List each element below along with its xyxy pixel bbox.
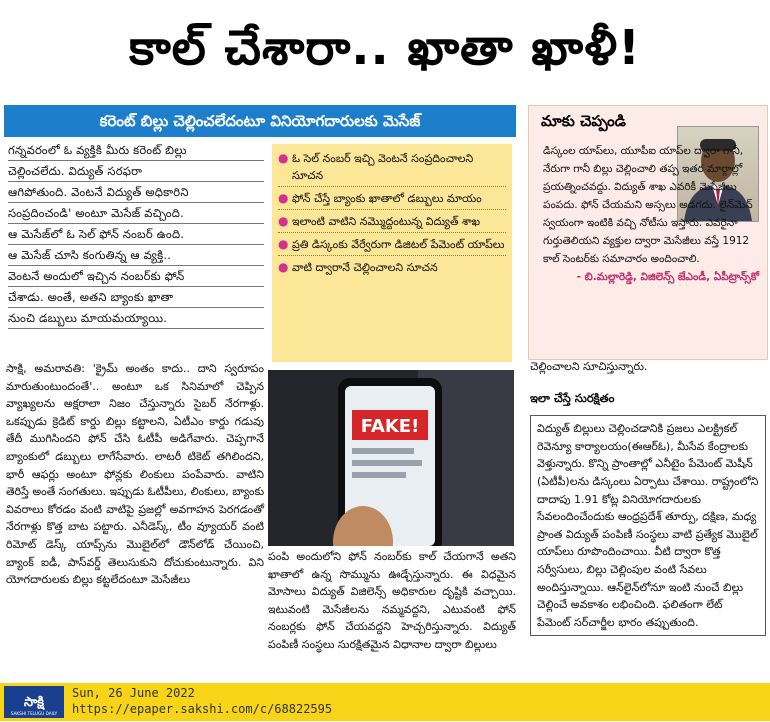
subheadline-banner: కరెంట్ బిల్లు చెల్లించలేదంటూ వినియోగదారులకు మెసేజ్ [4, 105, 516, 137]
highlight-item: ● ఇలాంటి వాటిని నమ్మొద్దంటున్న విద్యుత్ శాఖ [278, 214, 481, 228]
article-column-3 [530, 358, 766, 678]
footer-date: Sun, 26 June 2022 [72, 686, 195, 700]
divider [278, 255, 506, 256]
bullet-icon: ● [278, 237, 289, 251]
intro-line: సంప్రదించండి' అంటూ మెసేజ్ వచ్చింది. [8, 203, 264, 224]
sidebar-body [543, 142, 759, 286]
safety-box: విద్యుత్ బిల్లులు చెల్లించడానికి ప్రజలు ఎలక్ట్రికల్ రెవెన్యూ కార్యాలయం(ఈఆర్‌ఓ), మీసేవ కేంద్రాలకు వెళ్తున్నారు. కొన్ని ప్రాంతాల్లో ఎనీటైం పేమెంట్ మెషీన్ (ఏటీపీ)లను డిస్కంలు ఏర్పాటు చేశాయి. రాష్ట్రంలోని దాదాపు 1.91 కోట్ల వినియోగదారులకు సేవలందించేందుకు ఆంధ్రప్రదేశ్ తూర్పు, దక్షిణ, మధ్య ప్రాంత విద్యుత్ పంపిణీ సంస్థలు వాటి ప్రత్యేక మొబైల్ యాప్‌లు రూపొందించాయి. వీటి ద్వారా కొత్త సర్వీసులు, బిల్లు చెల్లింపుల వంటి సేవలు అందిస్తున్నాయి. ఆన్‌లైన్‌లోనూ ఇంటి నుంచే బిల్లు చెల్లించే అవకాశం లభించింది. ఫలితంగా లేట్ పేమెంట్ సర్‌చార్జీల భారం తప్పుతుంది. [530, 415, 766, 636]
highlight-item: ● ప్రతి డిస్కంకు వేర్వేరుగా డిజిటల్ పేమెంట్ యాప్‌లు [278, 237, 505, 251]
phone-photo-icon [268, 370, 514, 546]
sidebar-title: మాకు చెప్పండి [541, 112, 626, 130]
sidebar-text: డిస్కంల యాప్‌లు, యూపీఐ యాప్‌ల ద్వారా గానీ, నేరుగా గానీ బిల్లు చెల్లించాలి తప్ప ఇతర మార్గాల్లో ప్రయత్నించవద్దు. విద్యుత్ శాఖ ఎవరికీ మెసేజీలు పంపదు. ఫోన్ చేయమని అస్సలు అడగదు. లైన్‌మెన్ స్వయంగా ఇంటికి వచ్చి నోటీసు ఇస్తారు. ఎవరైనా గుర్తుతెలియని వ్యక్తుల ద్వారా మెసేజీలు వస్తే 1912 కాల్ సెంటర్‌కు సమాచారం అందించాలి. [543, 145, 753, 265]
intro-block [8, 140, 264, 352]
bullet-icon: ● [278, 214, 289, 228]
intro-line: ఆ మెసేజ్‌లో ఓ సెల్ ఫోన్ నంబర్ ఉంది. [8, 224, 264, 245]
highlights-box [272, 144, 512, 362]
safety-heading: ఇలా చేస్తే సురక్షితం [530, 390, 615, 405]
intro-line: చెల్లించలేదు. విద్యుత్ సరఫరా [8, 161, 264, 182]
article-column-2: పంపి అందులోని ఫోన్ నంబర్‌కు కాల్ చేయగానే అతని ఖాతాలో ఉన్న సొమ్మును ఊడ్చేస్తున్నారు. ఈ విధమైన మోసాలు విద్యుత్ విజిలెన్స్ అధికారుల దృష్టికి వచ్చాయి. ఇటువంటి మెసేజీలను నమ్మవద్దని, ఎటువంటి ఫోన్ నంబర్లకు ఫోన్ చేయవద్దని హెచ్చరిస్తున్నారు. విద్యుత్ పంపిణీ సంస్థలు సురక్షితమైన విధానాల ద్వారా బిల్లులు [268, 550, 516, 651]
bullet-icon: ● [278, 260, 289, 274]
headline: కాల్ చేశారా.. ఖాతా ఖాళీ! [129, 20, 641, 76]
footer-url[interactable]: https://epaper.sakshi.com/c/68822595 [72, 702, 333, 716]
highlight-item: ● వాటి ద్వారానే చెల్లించాలని సూచన [278, 260, 438, 274]
column-3-lead: చెల్లించాలని సూచిస్తున్నారు. [530, 360, 648, 373]
highlight-item: ● ఓ సెల్ నంబర్ ఇచ్చి వెంటనే సంప్రదించాలని సూచన [278, 151, 474, 182]
sakshi-logo [4, 686, 64, 718]
bullet-icon: ● [278, 191, 289, 205]
divider [278, 209, 506, 210]
intro-line: చేశాడు. అంతే, అతని బ్యాంకు ఖాతా [8, 287, 264, 308]
article-photo [268, 370, 514, 546]
divider [278, 232, 506, 233]
logo-icon [4, 686, 64, 718]
article-column-1: సాక్షి, అమరావతి: 'క్రైమ్ అంతం కాదు.. దాని స్వరూపం మారుతుంటుందంతే'.. అంటూ ఒక సినిమాలో చెప్పిన వ్యాఖ్యలను అక్షరాలా నిజం చేస్తున్నారు సైబర్ నేరగాళ్లు. ఒకప్పుడు క్రెడిట్ కార్డు బిల్లు కట్టాలని, ఏటీఎం కార్డు గడువు తేదీ ముగిసిందని ఫోన్ చేసి ఓటీపీ అడిగేవారు. చెప్పగానే బ్యాంకులో డబ్బులు లాగేసేవారు. లాటరీ టికెట్ తగిలిందని, భారీ ఆఫర్లు అంటూ ఫోన్లకు లింకులు పంపేవారు. వాటిని తెరిస్తే అంతే సంగతులు. ఇప్పుడు ఓటీపీలు, లింకులు, బ్యాంకు వివరాలు కోరడం వంటి వాటిపై ప్రజల్లో అవగాహన పెరగడంతో నేరగాళ్లు కొత్త బాట పట్టారు. ఎనీడెస్క్, టీం వ్యూయర్ వంటి రిమోట్ డెస్క్ యాప్స్‌ను మొబైల్‌లో డౌన్‌లోడ్ చేయించి, బ్యాంక్ ఐడీ, పాస్‌వర్డ్ తెలుసుకుని దోచుకుంటున్నారు. విని యోగదారులకు బిల్లు కట్టలేదంటూ మెసేజీలు [6, 362, 264, 587]
divider [278, 186, 506, 187]
intro-line: వెంటనే అందులో ఇచ్చిన నంబర్‌కు ఫోన్ [8, 266, 264, 287]
logo-text: సాక్షి [23, 695, 45, 710]
highlight-item: ● ఫోన్ చేస్తే బ్యాంకు ఖాతాలో డబ్బులు మాయం [278, 191, 482, 205]
bullet-icon: ● [278, 151, 289, 165]
sidebar-attribution: - బి.మల్లారెడ్డి, విజిలెన్స్ జేఎండీ, ఏపీట్రాన్స్‌కో [576, 271, 759, 283]
fake-label: FAKE! [360, 416, 420, 437]
logo-subtext: SAKSHI TELUGU DAILY [10, 711, 58, 716]
intro-line: ఆగిపోతుంది. వెంటనే విద్యుత్ అధికారిని [8, 182, 264, 203]
intro-line: గన్నవరంలో ఓ వ్యక్తికి మీరు కరెంట్ బిల్లు [8, 140, 264, 161]
intro-line: నుంచి డబ్బులు మాయమయ్యాయి. [8, 308, 264, 329]
sidebar-quote-box [528, 105, 768, 360]
intro-line: ఆ మెసేజ్ చూసి కంగుతిన్న ఆ వ్యక్తి.. [8, 245, 264, 266]
